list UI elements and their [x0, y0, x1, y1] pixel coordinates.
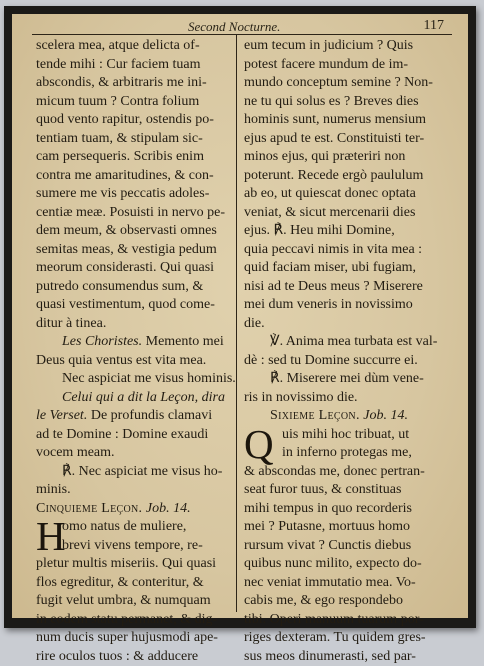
text-line: dè : sed tu Domine succurre ei. [244, 352, 450, 371]
text-line: pletur multis miseriis. Qui quasi [36, 555, 232, 574]
drop-cap: H [36, 518, 66, 555]
text-line: hominis sunt, numerus mensium [244, 111, 450, 130]
rubric-line: Celui qui a dit la Leçon, dira [36, 389, 232, 408]
text-line: nec veniat immutatio mea. Vo- [244, 574, 450, 593]
text-line: in inferno protegas me, [244, 444, 450, 463]
response-line: ℟. Nec aspiciat me visus ho- [36, 463, 232, 482]
dropcap-block [36, 518, 232, 555]
text-line: seat furor tuus, & constituas [244, 481, 450, 500]
text-line: rire oculos tuos : & adducere [36, 648, 232, 666]
text-line: sus meos dinumerasti, sed par- [244, 648, 450, 666]
right-column [244, 37, 450, 666]
text-line: minos ejus, qui præteriri non [244, 148, 450, 167]
text-line: Deus quia ventus est vita mea. [36, 352, 232, 371]
text-line: poterunt. Recede ergò paululum [244, 167, 450, 186]
text-line: uis mihi hoc tribuat, ut [244, 426, 450, 445]
text-line: mihi tempus in quo recorderis [244, 500, 450, 519]
text-line: cabis me, & ego respondebo [244, 592, 450, 611]
running-head [12, 17, 468, 35]
page-number: 117 [424, 18, 444, 34]
text-line: tibi. Operi manuum tuarum por- [244, 611, 450, 630]
running-title: Second Nocturne. [188, 19, 280, 35]
header-rule [32, 34, 452, 35]
text-line: quibus nunc milito, expecto do- [244, 555, 450, 574]
text-line: mei dum veneris in novissimo [244, 296, 450, 315]
text-line: num ducis super hujusmodi ape- [36, 629, 232, 648]
text-line: semitas meas, & vestigia pedum [36, 241, 232, 260]
column-rule [236, 34, 237, 612]
text-line: meorum considerasti. Qui quasi [36, 259, 232, 278]
text-line: mei ? Putasne, mortuus homo [244, 518, 450, 537]
text-line: cam persequeris. Scribis enim [36, 148, 232, 167]
text-line: rursum vivat ? Cunctis diebus [244, 537, 450, 556]
dropcap-block [244, 426, 450, 463]
text-line: abscondis, & arbitraris me ini- [36, 74, 232, 93]
text-line: nisi ad te Deus meus ? Miserere [244, 278, 450, 297]
choristes-line: Les Choristes. Memento mei [36, 333, 232, 352]
text-line: contra me amaritudines, & con- [36, 167, 232, 186]
text-line: in eodem statu permanet, & dig- [36, 611, 232, 630]
text-line: ejus. ℟. Heu mihi Domine, [244, 222, 450, 241]
text-line: sumere me vis peccatis adoles- [36, 185, 232, 204]
text-line: veniat, & sicut mercenarii dies [244, 204, 450, 223]
text-line: ad te Domine : Domine exaudi [36, 426, 232, 445]
text-line: & abscondas me, donec pertran- [244, 463, 450, 482]
text-line: die. [244, 315, 450, 334]
text-line: fugit velut umbra, & numquam [36, 592, 232, 611]
text-line: centiæ meæ. Posuisti in nervo pe- [36, 204, 232, 223]
response-line: ℟. Miserere mei dùm vene- [244, 370, 450, 389]
text-line: dem meum, & observasti omnes [36, 222, 232, 241]
text-line: brevi vivens tempore, re- [36, 537, 232, 556]
text-line: Nec aspiciat me visus hominis. [36, 370, 232, 389]
text-line: ditur à tinea. [36, 315, 232, 334]
text-line: ab eo, ut quiescat donec optata [244, 185, 450, 204]
text-line: tende mihi : Cur faciem tuam [36, 56, 232, 75]
choristes-label: Les Choristes. [62, 334, 142, 349]
text-line: mundo conceptum semine ? Non- [244, 74, 450, 93]
text-line: ejus apud te est. Constituisti ter- [244, 130, 450, 149]
lesson-heading: Sixieme Leçon. Job. 14. [244, 407, 450, 426]
text-line: quia peccavi nimis in vita mea : [244, 241, 450, 260]
text-line: ne tu qui solus es ? Breves dies [244, 93, 450, 112]
text-line: eum tecum in judicium ? Quis [244, 37, 450, 56]
text-line: ris in novissimo die. [244, 389, 450, 408]
text-line: quasi vestimentum, quod come- [36, 296, 232, 315]
text-line: potest facere mundum de im- [244, 56, 450, 75]
text-line: flos egreditur, & conteritur, & [36, 574, 232, 593]
versicle-line: ℣. Anima mea turbata est val- [244, 333, 450, 352]
text-line: tentiam tuam, & stipulam sic- [36, 130, 232, 149]
text-line: putredo consumendus sum, & [36, 278, 232, 297]
book-page [12, 14, 468, 618]
photo-frame [4, 6, 476, 628]
text-line: scelera mea, atque delicta of- [36, 37, 232, 56]
left-column [36, 37, 232, 666]
lesson-heading: Cinquieme Leçon. Job. 14. [36, 500, 232, 519]
text-line: omo natus de muliere, [36, 518, 232, 537]
verset-line: le Verset. De profundis clamavi [36, 407, 232, 426]
text-line: quid faciam miser, ubi fugiam, [244, 259, 450, 278]
text-line: minis. [36, 481, 232, 500]
drop-cap: Q [244, 426, 274, 463]
text-line: vocem meam. [36, 444, 232, 463]
text-line: quod vento rapitur, ostendis po- [36, 111, 232, 130]
text-line: micum tuum ? Contra folium [36, 93, 232, 112]
text-line: riges dexteram. Tu quidem gres- [244, 629, 450, 648]
